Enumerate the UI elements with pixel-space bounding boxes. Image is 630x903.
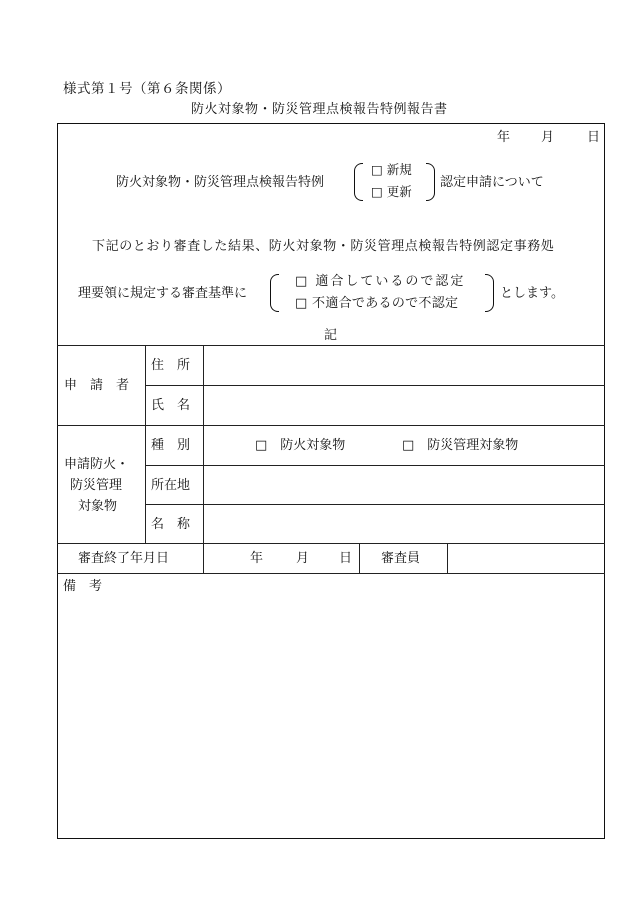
property-location-field[interactable] <box>204 466 604 503</box>
property-label-line1: 申請防火・ <box>64 457 130 472</box>
criteria-right-bracket <box>485 274 494 312</box>
result-statement-suffix: とします。 <box>500 286 564 301</box>
type-option-fire-prevention[interactable]: □ 防火対象物 <box>255 438 346 453</box>
subject-option-renewal: □ 更新 <box>371 184 412 199</box>
subject-prefix: 防火対象物・防災管理点検報告特例 <box>116 175 325 190</box>
row-divider-section <box>57 425 605 426</box>
row-divider-remarks <box>57 573 605 574</box>
type-option-disaster-management[interactable]: □ 防災管理対象物 <box>402 438 519 453</box>
property-type-label: 種 別 <box>151 438 191 453</box>
property-location-label: 所在地 <box>151 478 191 493</box>
examiner-label: 審査員 <box>381 551 421 566</box>
header-year-label: 年 <box>497 130 511 145</box>
remarks-label: 備 考 <box>63 579 103 594</box>
applicant-address-field[interactable] <box>204 346 604 384</box>
result-statement-line2-prefix: 理要領に規定する審査基準に <box>78 286 248 301</box>
review-date-label: 審査終了年月日 <box>78 551 170 566</box>
property-name-field[interactable] <box>204 505 604 542</box>
criteria-option-approved: □ 適合しているので認定 <box>295 274 466 289</box>
applicant-name-label: 氏 名 <box>151 398 191 413</box>
subject-left-bracket <box>354 163 363 201</box>
property-name-label: 名 称 <box>151 517 191 532</box>
subject-suffix: 認定申請について <box>440 175 544 190</box>
criteria-left-bracket <box>270 274 279 312</box>
property-label-line3: 対象物 <box>78 499 118 514</box>
review-month-label: 月 <box>296 551 310 566</box>
header-month-label: 月 <box>541 130 555 145</box>
applicant-name-field[interactable] <box>204 386 604 424</box>
review-year-label: 年 <box>250 551 264 566</box>
criteria-option-rejected: □ 不適合であるので不認定 <box>295 296 459 311</box>
result-statement-line1: 下記のとおり審査した結果、防火対象物・防災管理点検報告特例認定事務処 <box>92 239 555 254</box>
applicant-label: 申 請 者 <box>64 378 130 393</box>
remarks-field[interactable] <box>58 596 604 837</box>
subject-option-new: □ 新規 <box>371 162 412 177</box>
subject-right-bracket <box>426 163 435 201</box>
header-day-label: 日 <box>587 130 601 145</box>
column-divider-review-date <box>359 543 360 573</box>
review-day-label: 日 <box>339 551 353 566</box>
column-divider-labels <box>145 345 146 543</box>
property-label-line2: 防災管理 <box>70 478 123 493</box>
form-number: 様式第１号（第６条関係） <box>63 81 231 97</box>
document-title: 防火対象物・防災管理点検報告特例報告書 <box>191 102 448 117</box>
applicant-address-label: 住 所 <box>151 358 191 373</box>
examiner-field[interactable] <box>448 544 604 572</box>
note-heading: 記 <box>324 328 338 343</box>
